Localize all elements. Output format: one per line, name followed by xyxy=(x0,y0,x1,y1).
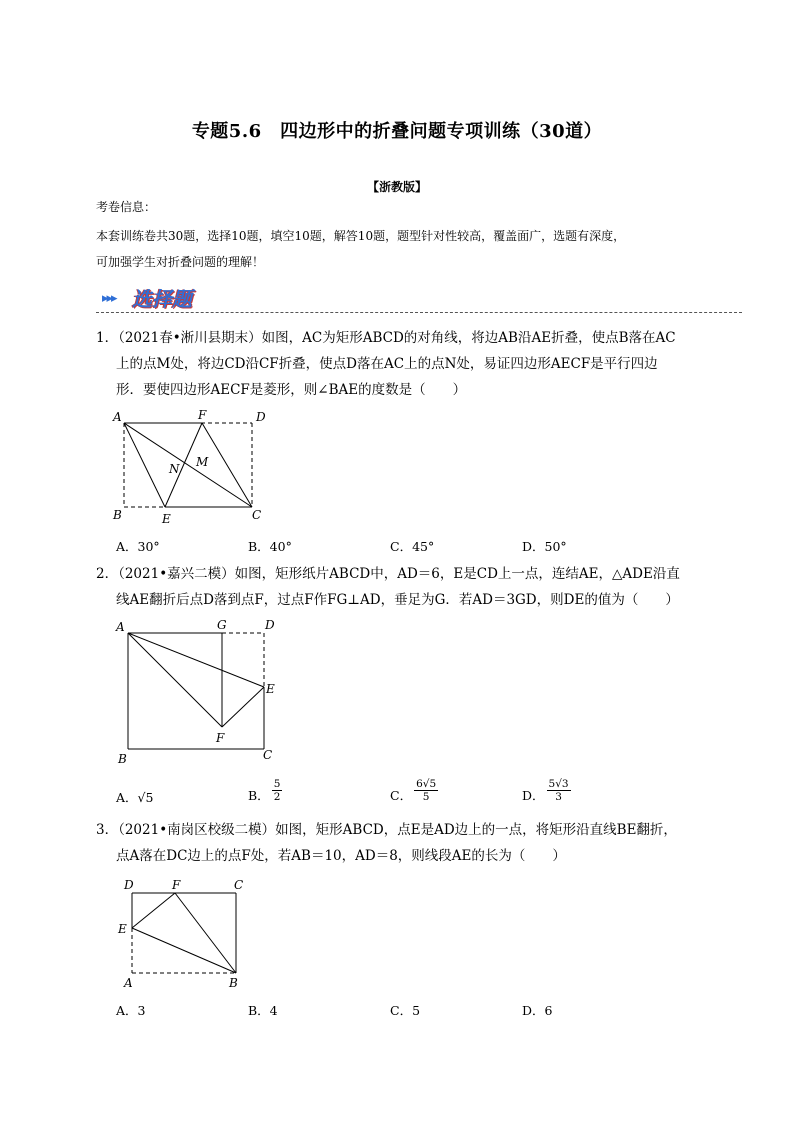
q1-label-f: F xyxy=(198,408,207,422)
q3-choices xyxy=(0,1001,794,1021)
q1-choice-c[interactable]: C．45° xyxy=(390,539,435,554)
q2-label-f: F xyxy=(216,731,225,745)
q3-line-2: 点A落在DC边上的点F处，若AB＝10，AD＝8，则线段AE的长为（ ） xyxy=(116,848,566,864)
q1-label-n: N xyxy=(169,462,180,476)
q2-segment-fe xyxy=(222,687,264,727)
q2-choice-b[interactable]: B． $\frac{5}{2}$ xyxy=(248,778,281,803)
q3-label-e: E xyxy=(118,922,127,936)
q3-fold-eb xyxy=(132,928,236,973)
q1-fold-cf xyxy=(202,423,252,507)
q2-choice-d[interactable]: D． $\frac{5√3}{3}$ xyxy=(522,778,569,803)
q3-label-a: A xyxy=(124,976,133,990)
q1-fold-ae xyxy=(124,423,165,507)
q2-label-a: A xyxy=(116,620,125,634)
q3-choice-d[interactable]: D．6 xyxy=(522,1003,553,1018)
q3-segment-fb xyxy=(175,893,236,973)
q2-line-1: 2．（2021•嘉兴二模）如图，矩形纸片ABCD中，AD＝6，E是CD上一点，连结AE，△ADE沿直 xyxy=(96,566,680,582)
q3-figure xyxy=(112,873,252,993)
q3-label-b: B xyxy=(229,976,238,990)
q1-label-b: B xyxy=(113,508,122,522)
q2-label-d: D xyxy=(265,618,275,632)
q1-line-2: 上的点M处，将边CD沿CF折叠，使点D落在AC上的点N处，易证四边形AECF是平行四边 xyxy=(116,356,658,372)
q3-label-d: D xyxy=(124,878,134,892)
q3-segment-ef xyxy=(132,893,175,928)
section-divider xyxy=(96,312,742,313)
q1-line-1: 1．（2021春•淅川县期末）如图，AC为矩形ABCD的对角线，将边AB沿AE折叠，使点B落在AC xyxy=(96,330,676,346)
banner-title: 选择题 xyxy=(132,287,192,311)
q2-choice-c[interactable]: C． $\frac{6√5}{5}$ xyxy=(390,778,437,803)
q3-label-f: F xyxy=(172,878,181,892)
q1-choice-a[interactable]: A．30° xyxy=(116,539,160,554)
q1-choice-b[interactable]: B．40° xyxy=(248,539,292,554)
q3-line-1: 3．（2021•南岗区校级二模）如图，矩形ABCD，点E是AD边上的一点，将矩形沿直线BE翻折， xyxy=(96,822,677,838)
q1-label-d: D xyxy=(256,410,266,424)
q2-label-c: C xyxy=(263,748,273,762)
q3-choice-a[interactable]: A．3 xyxy=(116,1003,146,1018)
info-line-1: 本套训练卷共30题，选择10题，填空10题，解答10题，题型针对性较高，覆盖面广，选题有深度， xyxy=(96,229,626,243)
q1-line-3: 形．要使四边形AECF是菱形，则∠BAE的度数是（ ） xyxy=(116,382,467,398)
q1-label-c: C xyxy=(252,508,262,522)
q1-diagonal-ac xyxy=(124,423,252,507)
info-line-2: 可加强学生对折叠问题的理解！ xyxy=(96,255,265,269)
q2-fold-ae xyxy=(128,633,264,687)
section-banner xyxy=(96,283,236,313)
q3-label-c: C xyxy=(234,878,244,892)
q2-choice-a-value: √5 xyxy=(137,790,154,805)
q2-line-2: 线AE翻折后点D落到点F，过点F作FG⊥AD，垂足为G．若AD＝3GD，则DE的值为（ ） xyxy=(116,592,679,608)
banner-arrows-icon: ▸▸▸ xyxy=(102,291,116,306)
q2-label-b: B xyxy=(118,752,127,766)
q3-choice-c[interactable]: C．5 xyxy=(390,1003,421,1018)
q1-label-e: E xyxy=(162,512,171,526)
q2-figure xyxy=(112,615,287,770)
q1-label-m: M xyxy=(196,455,209,469)
page-title: 专题5.6 四边形中的折叠问题专项训练（30道） xyxy=(191,121,603,142)
edition-label: 【浙教版】 xyxy=(366,180,427,194)
q2-choices xyxy=(0,778,794,812)
q2-segment-af xyxy=(128,633,222,727)
q2-choice-a[interactable]: A．√5 xyxy=(116,790,154,805)
q2-label-g: G xyxy=(217,618,227,632)
q3-choice-b[interactable]: B．4 xyxy=(248,1003,278,1018)
q1-choices xyxy=(0,537,794,557)
q1-label-a: A xyxy=(113,410,122,424)
info-label: 考卷信息： xyxy=(96,200,157,214)
q1-figure xyxy=(110,405,270,530)
q1-choice-d[interactable]: D．50° xyxy=(522,539,567,554)
q2-label-e: E xyxy=(266,682,275,696)
